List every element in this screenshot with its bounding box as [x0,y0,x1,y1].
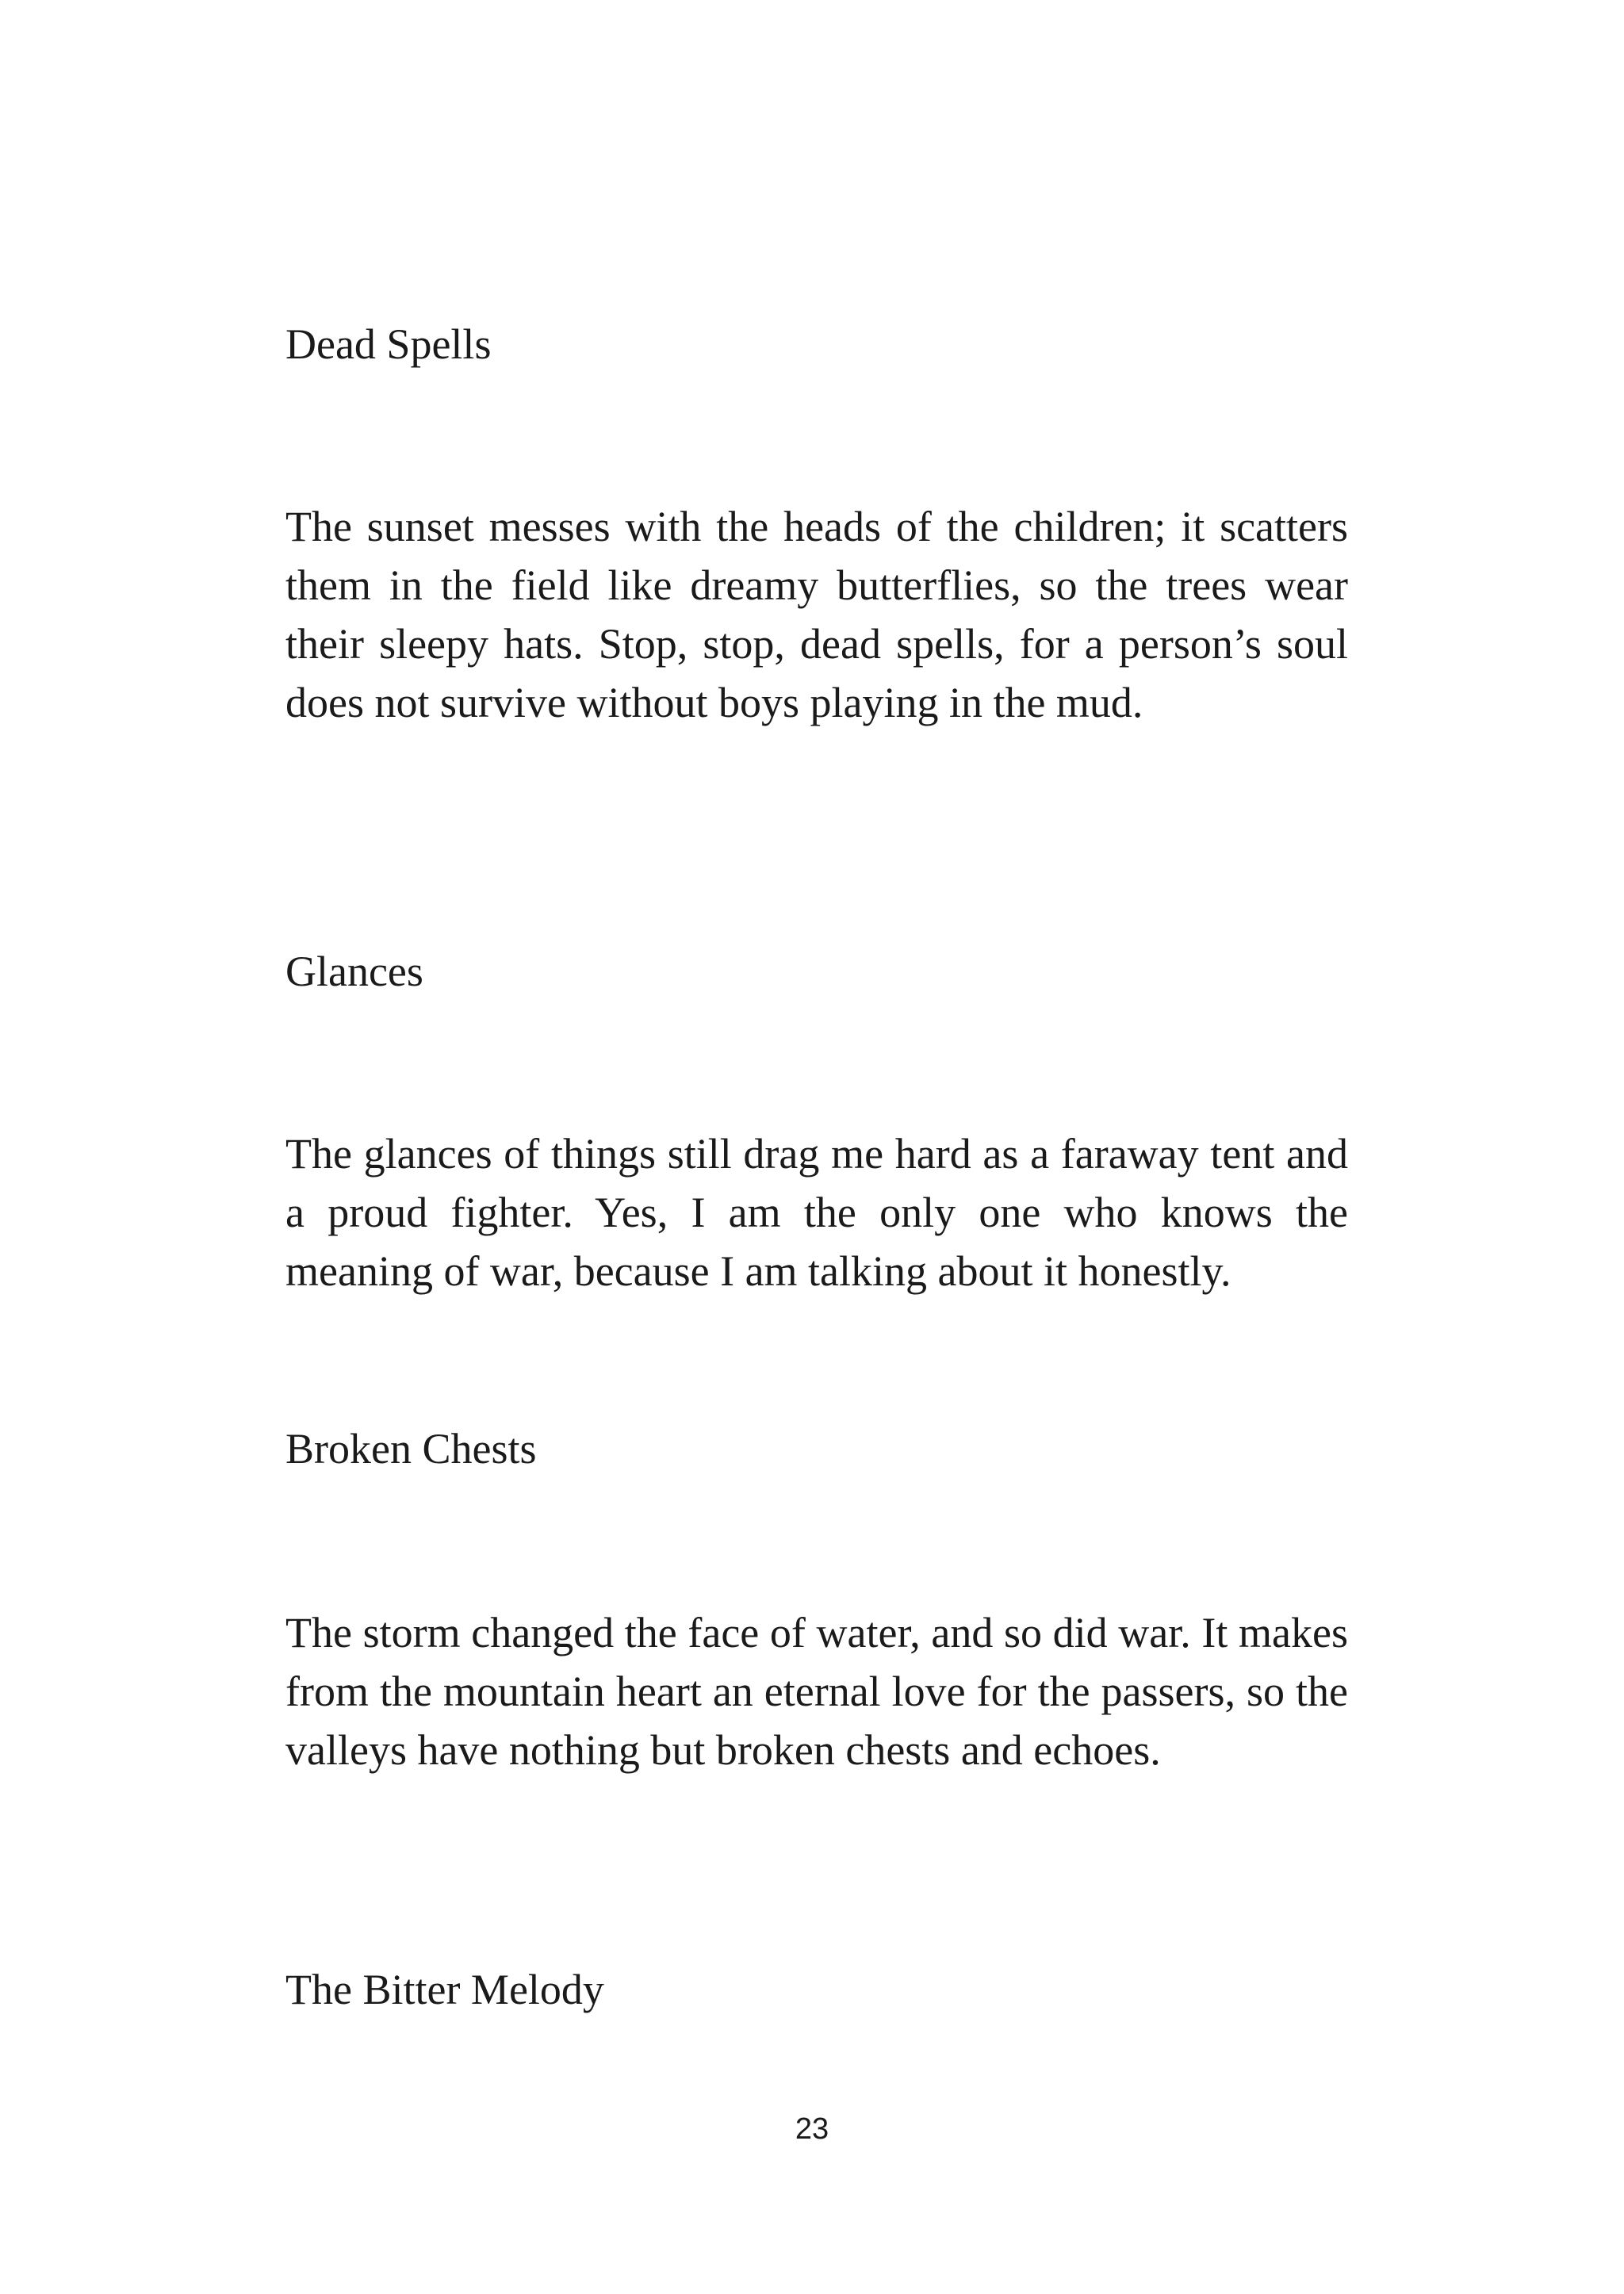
poem-body-dead-spells: The sunset messes with the heads of the children; it scatters them in the field like dreamy butterflies, so the trees wear their sleepy hats. Stop, stop, dead spells, for a person’s soul does not survive without boys playing in the mud. [285,503,1348,726]
poem-title-the-bitter-melody: The Bitter Melody [285,1966,604,2013]
poem-title-glances: Glances [285,948,423,995]
poem-title-dead-spells: Dead Spells [285,320,492,368]
poem-body-glances: The glances of things still drag me hard as a faraway tent and a proud fighter. Yes, I am the only one who knows the meaning of war, because I am talking about it honestly. [285,1130,1348,1295]
poem-body-broken-chests: The storm changed the face of water, and so did war. It makes from the mountain heart an eternal love for the passers, so the valleys have nothing but broken chests and echoes. [285,1609,1348,1774]
poem-title-broken-chests: Broken Chests [285,1425,537,1473]
page-number: 23 [795,2112,829,2146]
